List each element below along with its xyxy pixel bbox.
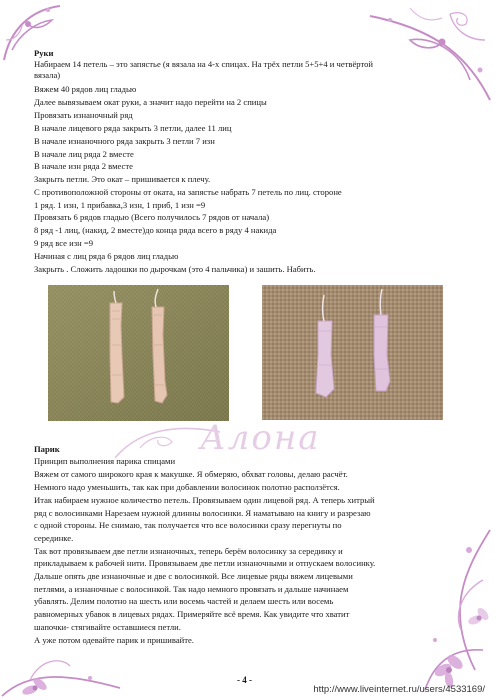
- arms-heading: Руки: [34, 48, 54, 58]
- arms-line: Далее вывязываем окат руки, а значит надо перейти на 2 спицы: [34, 97, 267, 107]
- arms-line: 9 ряд все изн =9: [34, 238, 93, 248]
- wig-line: Так вот провязываем две петли изнаночных, теперь берём волосинку за серединку и: [34, 546, 343, 556]
- wig-line: Дальше опять две изнаночные и две с волосинкой. Все лицевые ряды вяжем лицевыми: [34, 571, 353, 581]
- wig-heading: Парик: [34, 444, 60, 454]
- wig-line: петлями, а изнаночные с волосинкой. Так надо немного провязать и дальше начинаем: [34, 584, 349, 594]
- arms-line: В начале изн ряда 2 вместе: [34, 161, 133, 171]
- wig-line: серединке.: [34, 533, 74, 543]
- wig-line: Немного надо уменьшить, так как при добавлении волосинок полотно расползётся.: [34, 482, 340, 492]
- arms-line: вязала): [34, 70, 61, 80]
- wig-line: Принцип выполнения парика спицами: [34, 456, 176, 466]
- corner-ornament-bottom-left: [0, 630, 130, 700]
- arms-line: С противоположной стороны от оката, на запястье набрать 7 петель по лиц. стороне: [34, 187, 342, 197]
- wig-line: Итак набираем нужное количество петель. Провязываем один лицевой ряд. А теперь хитрый: [34, 495, 375, 505]
- wig-line: с одной стороны. Не снимаю, так получается что все волосинки сразу перегнуты по: [34, 520, 342, 530]
- corner-ornament-top-right: [350, 0, 495, 110]
- arms-line: Начиная с лиц ряда 6 рядов лиц гладью: [34, 251, 179, 261]
- arms-line: Закрыть . Сложить ладошки по дырочкам (это 4 пальчика) и зашить. Набить.: [34, 264, 316, 274]
- corner-ornament-bottom-right: [365, 520, 495, 700]
- arms-line: В начале изнаночного ряда закрыть 3 петли 7 изн: [34, 136, 215, 146]
- watermark-signature: Алона: [200, 418, 321, 458]
- wig-line: шапочки- стягивайте оставшиеся петли.: [34, 622, 181, 632]
- page-number: - 4 -: [237, 675, 252, 685]
- arms-line: В начале лицевого ряда закрыть 3 петли, далее 11 лиц: [34, 123, 232, 133]
- arms-line: Провязать 6 рядов гладью (Всего получилось 7 рядов от начала): [34, 212, 270, 222]
- photo-knitted-arms-beige: [48, 285, 229, 421]
- arms-line: Набираем 14 петель – это запястье (я вязала на 4-х спицах. На трёх петли 5+5+4 и четвёртой: [34, 59, 374, 69]
- wig-line: прикладываем к рабочей нити. Провязываем две петли изнаночными и отпускаем волосинку.: [34, 558, 376, 568]
- wig-line: Вяжем от самого широкого края к макушке. Я обмеряю, обхват головы, делаю расчёт.: [34, 469, 348, 479]
- wig-line: ряд с волосинками Нарезаем нужной длинны волосинки. Я наматываю на книгу и разрезаю: [34, 508, 371, 518]
- footer-url[interactable]: http://www.liveinternet.ru/users/4533169/: [313, 684, 485, 695]
- wig-line: А уже потом одевайте парик и пришивайте.: [34, 635, 194, 645]
- arms-line: 8 ряд -1 лиц, (накид, 2 вместе)до конца ряда всего в ряду 4 накида: [34, 225, 277, 235]
- arms-line: 1 ряд. 1 изн, 1 прибавка,3 изн, 1 приб, 1 изн =9: [34, 200, 206, 210]
- wig-line: равномерных убавок в лицевых рядах. Примеряйте всё время. Как увидите что хватит: [34, 609, 350, 619]
- arms-line: Закрыть петли. Это окат – пришивается к плечу.: [34, 174, 211, 184]
- wig-line: убавлять. Делим полотно на шесть или восемь частей и делаем шесть или восемь: [34, 596, 334, 606]
- photo-knitted-arms-pink: [262, 285, 443, 420]
- arms-line: Провязать изнаночный ряд: [34, 110, 133, 120]
- arms-line: Вяжем 40 рядов лиц гладью: [34, 84, 137, 94]
- arms-line: В начале лиц ряда 2 вместе: [34, 149, 134, 159]
